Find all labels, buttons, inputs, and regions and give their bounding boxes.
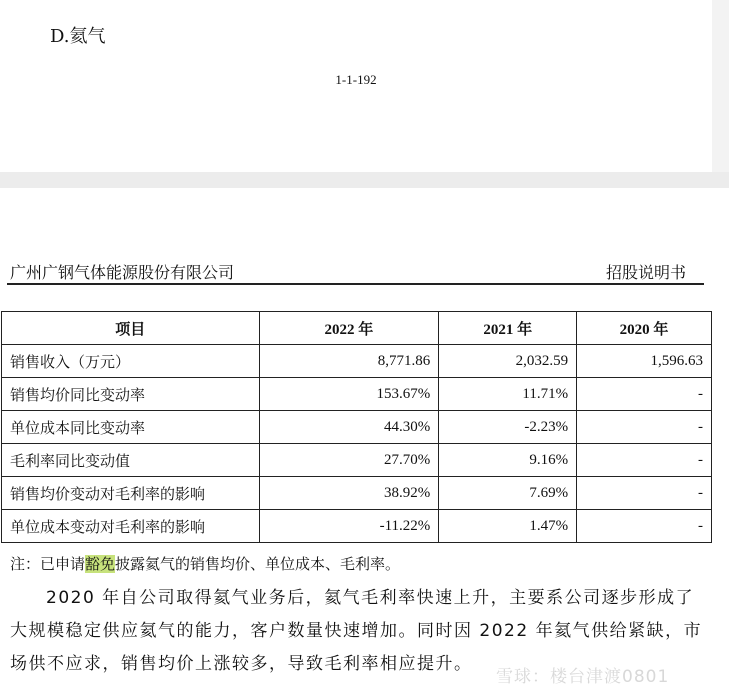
row-label: 销售收入（万元） [2,345,260,378]
cell-2021: 7.69% [439,477,577,510]
table-note [10,553,400,574]
answer-option: D.氦气 [50,26,106,47]
cell-2022: -11.22% [259,510,439,543]
table-row [2,411,712,444]
row-label: 销售均价同比变动率 [2,378,260,411]
page-number: 1-1-192 [335,72,377,87]
highlighted-text[interactable]: 豁免 [85,555,116,573]
watermark: 雪球：楼台津渡0801 [496,667,670,687]
row-label: 单位成本变动对毛利率的影响 [2,510,260,543]
header-rule [7,283,704,285]
column-header: 2022 年 [259,312,439,345]
cell-2021: 11.71% [439,378,577,411]
row-label: 销售均价变动对毛利率的影响 [2,477,260,510]
cell-2022: 44.30% [259,411,439,444]
company-name: 广州广钢气体能源股份有限公司 [10,263,235,282]
note-suffix: 披露氦气的销售均价、单位成本、毛利率。 [115,555,401,573]
scrollbar-track[interactable] [712,0,729,172]
cell-2021: 2,032.59 [439,345,577,378]
cell-2020: 1,596.63 [577,345,712,378]
note-prefix: 注：已申请 [10,555,86,573]
cell-2020: - [577,510,712,543]
row-label: 单位成本同比变动率 [2,411,260,444]
cell-2022: 27.70% [259,444,439,477]
cell-2020: - [577,378,712,411]
cell-2020: - [577,411,712,444]
column-header: 2020 年 [577,312,712,345]
table-row [2,378,712,411]
row-label: 毛利率同比变动值 [2,444,260,477]
cell-2021: 1.47% [439,510,577,543]
page-gap [0,172,729,188]
cell-2022: 153.67% [259,378,439,411]
cell-2022: 38.92% [259,477,439,510]
cell-2021: 9.16% [439,444,577,477]
column-header: 项目 [2,312,260,345]
financial-table [1,311,712,543]
body-paragraph: 2020 年自公司取得氦气业务后，氦气毛利率快速上升，主要系公司逐步形成了大规模稳定供应氦气的能力，客户数量快速增加。同时因 2022 年氦气供给紧缺，市场供不应求，销售均价上涨较多，导致毛利率相应提升。 [10,588,703,674]
cell-2020: - [577,444,712,477]
table-header-row [2,312,712,345]
table-row [2,510,712,543]
table-row [2,345,712,378]
column-header: 2021 年 [439,312,577,345]
cell-2020: - [577,477,712,510]
table-row [2,444,712,477]
table-row [2,477,712,510]
cell-2021: -2.23% [439,411,577,444]
previous-page [0,0,712,172]
cell-2022: 8,771.86 [259,345,439,378]
document-type: 招股说明书 [606,263,687,282]
